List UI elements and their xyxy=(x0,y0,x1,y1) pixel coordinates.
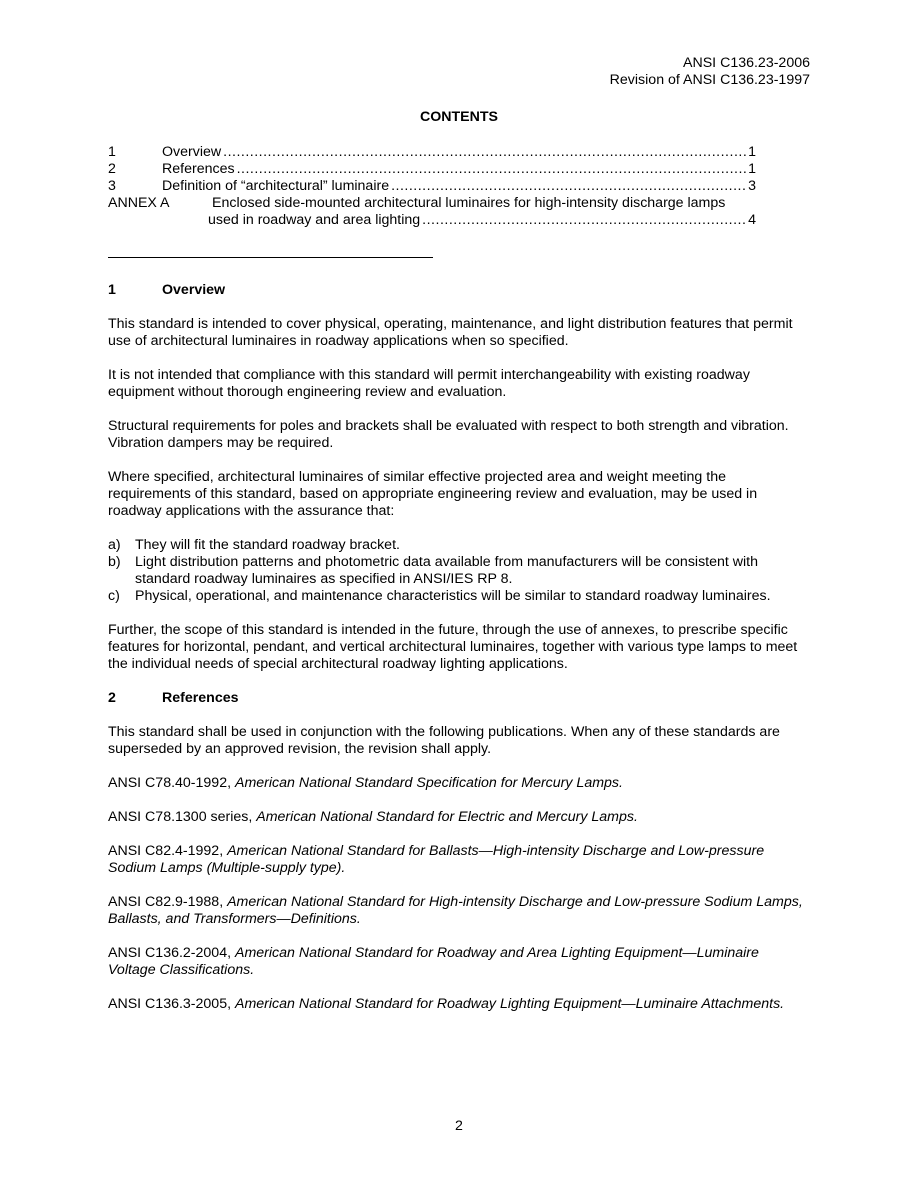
toc-entry[interactable] xyxy=(108,178,756,195)
list-item xyxy=(108,537,810,554)
paragraph: This standard is intended to cover physical, operating, maintenance, and light distribution features that permit use of architectural luminaires in roadway applications when so specified. xyxy=(108,316,793,349)
contents-title: CONTENTS xyxy=(419,109,499,125)
reference-id: ANSI C78.40-1992, xyxy=(108,775,235,791)
toc-entry-annex[interactable] xyxy=(108,195,756,212)
reference-title: American National Standard Specification for Mercury Lamps. xyxy=(234,775,623,791)
reference-title: American National Standard for Roadway Lighting Equipment—Luminaire Attachments. xyxy=(234,996,785,1012)
reference-entry xyxy=(108,775,810,792)
list-text: Physical, operational, and maintenance characteristics will be similar to standard roadway luminaires. xyxy=(135,588,771,604)
assurance-list xyxy=(108,537,810,605)
toc-page: 1 xyxy=(748,161,756,177)
paragraph: Structural requirements for poles and brackets shall be evaluated with respect to both strength and vibration. Vibration dampers may be required. xyxy=(108,418,789,451)
toc-leader xyxy=(422,212,746,229)
toc-number: 1 xyxy=(108,144,116,160)
section-heading xyxy=(108,282,810,299)
horizontal-rule xyxy=(108,257,433,258)
page-header xyxy=(610,55,810,89)
section-number: 2 xyxy=(108,690,116,706)
list-marker: c) xyxy=(108,588,120,604)
toc-entry-annex-continued[interactable] xyxy=(108,212,756,229)
section-title: References xyxy=(162,690,239,706)
list-marker: a) xyxy=(108,537,121,553)
revision-note: Revision of ANSI C136.23-1997 xyxy=(609,72,810,88)
toc-leader xyxy=(391,178,746,195)
page-number: 2 xyxy=(455,1118,463,1134)
reference-entry xyxy=(108,945,810,979)
paragraph: This standard shall be used in conjunction with the following publications. When any of these standards are superseded by an approved revision, the revision shall apply. xyxy=(108,724,780,757)
reference-id: ANSI C136.2-2004, xyxy=(108,945,235,961)
list-item xyxy=(108,588,810,605)
reference-title: American National Standard for Ballasts—High-intensity Discharge and Low-pressure Sodium Lamps (Multiple-supply type). xyxy=(108,843,765,876)
list-text: They will fit the standard roadway bracket. xyxy=(135,537,400,553)
reference-entry xyxy=(108,843,810,877)
reference-title: American National Standard for Roadway and Area Lighting Equipment—Luminaire Voltage Classifications. xyxy=(108,945,759,978)
section-title: Overview xyxy=(162,282,226,298)
paragraph: Where specified, architectural luminaires of similar effective projected area and weight meeting the requirements of this standard, based on appropriate engineering review and evaluation, may be used in roadway applications with the assurance that: xyxy=(108,469,758,519)
reference-title: American National Standard for Electric and Mercury Lamps. xyxy=(256,809,638,825)
toc-number: 2 xyxy=(108,161,116,177)
toc-number: 3 xyxy=(108,178,116,194)
toc-label: Overview xyxy=(162,144,222,160)
reference-entry xyxy=(108,894,810,928)
list-text: Light distribution patterns and photometric data available from manufacturers will be consistent with standard roadway luminaires as specified in ANSI/IES RP 8. xyxy=(135,554,758,587)
reference-id: ANSI C136.3-2005, xyxy=(108,996,235,1012)
document-body xyxy=(108,282,810,1030)
toc-number: ANNEX A xyxy=(108,195,170,211)
toc-page: 1 xyxy=(748,144,756,160)
standard-designation: ANSI C136.23-2006 xyxy=(683,55,810,71)
toc-page: 3 xyxy=(748,178,756,194)
paragraph: It is not intended that compliance with this standard will permit interchangeability with existing roadway equipment without thorough engineering review and evaluation. xyxy=(108,367,750,400)
toc-entry[interactable] xyxy=(108,161,756,178)
toc-label-continued: used in roadway and area lighting xyxy=(208,212,421,228)
section-number: 1 xyxy=(108,282,116,298)
toc-entry[interactable] xyxy=(108,144,756,161)
toc-label: References xyxy=(162,161,235,177)
reference-entry xyxy=(108,996,810,1013)
toc-label: Definition of “architectural” luminaire xyxy=(162,178,390,194)
list-item xyxy=(108,554,810,588)
section-heading xyxy=(108,690,810,707)
list-marker: b) xyxy=(108,554,121,570)
toc-label: Enclosed side-mounted architectural luminaires for high-intensity discharge lamps xyxy=(212,195,726,211)
reference-id: ANSI C82.4-1992, xyxy=(108,843,228,859)
reference-entry xyxy=(108,809,810,826)
reference-id: ANSI C78.1300 series, xyxy=(108,809,257,825)
reference-title: American National Standard for High-intensity Discharge and Low-pressure Sodium Lamps, Ballasts, and Transformers—Definitions. xyxy=(108,894,803,927)
reference-id: ANSI C82.9-1988, xyxy=(108,894,228,910)
table-of-contents xyxy=(108,144,756,229)
paragraph: Further, the scope of this standard is intended in the future, through the use of annexes, to prescribe specific features for horizontal, pendant, and vertical architectural luminaires, together with various type lamps to meet the individual needs of special architectural roadway lighting applications. xyxy=(108,622,798,672)
toc-leader xyxy=(223,144,746,161)
toc-page: 4 xyxy=(748,212,756,228)
toc-leader xyxy=(237,161,747,178)
